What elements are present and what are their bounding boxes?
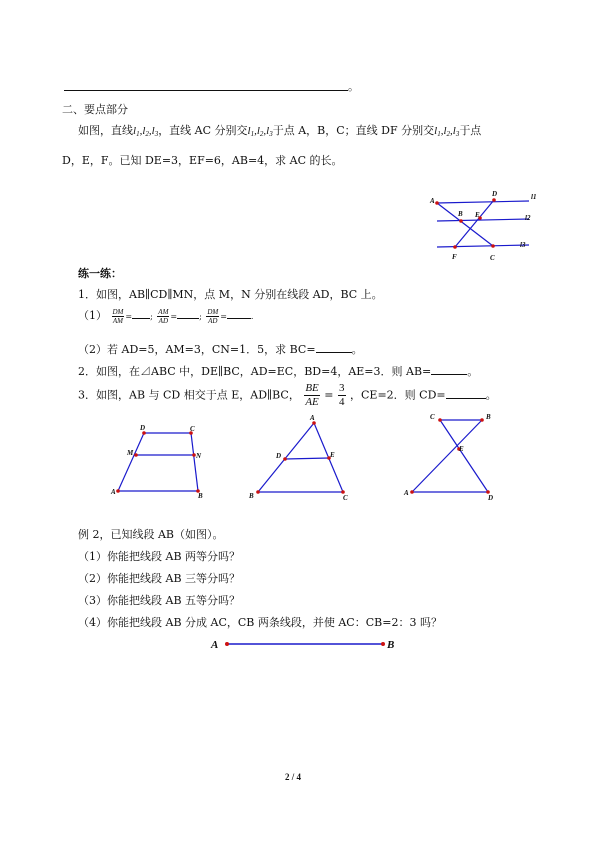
q2-end: 。 — [467, 365, 479, 378]
q1-sub2-text: （2）若 AD=5，AM=3，CN=1．5，求 BC= — [78, 343, 316, 356]
blank-ab — [431, 364, 467, 375]
blank-3 — [227, 308, 251, 319]
segment-label-A: A — [211, 639, 219, 651]
trap-label-B: B — [198, 492, 203, 500]
page-number: 2 / 4 — [285, 772, 302, 782]
q3-text-b: ，CE=2．则 CD= — [350, 388, 446, 402]
example2-item-3: （3）你能把线段 AB 五等分吗？ — [78, 594, 241, 607]
hour-label-C: C — [430, 413, 435, 421]
trap-label-N: N — [196, 452, 202, 460]
section-title: 二、要点部分 — [62, 103, 128, 116]
q3-end: 。 — [485, 388, 497, 402]
fig1-label-l2: l2 — [525, 214, 531, 222]
problem-text-part4: 于点 — [459, 124, 482, 137]
example2-item-4: （4）你能把线段 AB 分成 AC，CB 两条线段，并使 AC：CB=2：3 吗？ — [78, 616, 442, 629]
blank-bc — [316, 342, 352, 353]
problem-text-line1 — [78, 124, 481, 141]
q3-eq: = — [324, 388, 334, 402]
tri-label-D: D — [276, 452, 282, 460]
q3 — [78, 382, 497, 409]
figure-hourglass — [402, 408, 512, 503]
segment-label-B: B — [387, 639, 395, 651]
top-line-end: 。 — [348, 80, 359, 93]
q2-text: 2．如图，在⊿ABC 中，DE∥BC，AD=EC，BD=4，AE=3．则 AB= — [78, 365, 432, 378]
hour-label-B: B — [486, 413, 491, 421]
trap-label-A: A — [111, 488, 116, 496]
practice-title: 练一练： — [78, 267, 122, 280]
hour-label-D: D — [488, 494, 494, 502]
q3-text-a: 3．如图，AB 与 CD 相交于点 E，AD∥BC， — [78, 388, 300, 402]
q1-sub2 — [78, 342, 363, 357]
fig1-label-E: E — [475, 211, 480, 219]
tri-label-A: A — [310, 414, 315, 422]
problem-text-line2: D，E，F。已知 DE=3，EF=6，AB=4，求 AC 的长。 — [62, 154, 343, 167]
example2-title: 例 2，已知线段 AB（如图）。 — [78, 528, 224, 541]
tri-label-B: B — [249, 492, 254, 500]
fig1-label-C: C — [490, 254, 495, 262]
fig1-label-D: D — [492, 190, 498, 198]
figure-parallel-lines — [425, 187, 555, 267]
blank-cd — [446, 388, 486, 399]
blank-2 — [177, 308, 199, 319]
trap-label-C: C — [190, 425, 195, 433]
q1-text: 1．如图，AB∥CD∥MN，点 M，N 分别在线段 AD，BC 上。 — [78, 288, 383, 301]
fig1-label-l1: l1 — [531, 193, 537, 201]
lines-label-2: $l_1,l_2,l_3$ — [247, 125, 273, 138]
tri-label-E: E — [330, 451, 335, 459]
problem-text-part1: 如图，直线 — [78, 124, 133, 137]
figure-trapezoid — [108, 420, 218, 510]
fig1-label-F: F — [452, 253, 457, 261]
q1-sub2-end: 。 — [351, 343, 363, 356]
q1-sub1-prefix: （1） — [78, 309, 107, 322]
figure-triangle — [246, 410, 356, 505]
fraction-be-ae: $\frac{BE}{AE}$ — [305, 382, 319, 408]
fig1-label-A: A — [430, 197, 435, 205]
blank-1 — [132, 308, 150, 319]
top-answer-blank — [64, 82, 348, 91]
lines-label-1: $l_1,l_2,l_3$ — [133, 125, 159, 138]
q1-sub1-end: . — [250, 312, 254, 321]
fraction-3-4: $\frac{3}{4}$ — [339, 382, 345, 408]
hour-label-A: A — [404, 489, 409, 497]
q2 — [78, 364, 478, 379]
fig1-label-l3: l3 — [520, 241, 526, 249]
lines-label-3: $l_1,l_2,l_3$ — [434, 125, 460, 138]
fraction-am-ad: $\frac{AM}{AD}$ — [158, 307, 169, 325]
fraction-dm-ad: $\frac{DM}{AD}$ — [207, 307, 219, 325]
trap-label-D: D — [140, 424, 146, 432]
problem-text-part2: ，直线 AC 分别交 — [158, 124, 248, 137]
q1-sub1: （1） $\frac{DM}{AM}$ = ; $\frac{AM}{AD}$ = ; $\frac{DM}{AD}$ = . — [78, 307, 254, 325]
fig1-label-B: B — [458, 210, 463, 218]
tri-label-C: C — [343, 494, 348, 502]
hour-label-E: E — [459, 445, 464, 453]
example2-item-2: （2）你能把线段 AB 三等分吗？ — [78, 572, 241, 585]
figure-segment-ab — [205, 634, 405, 658]
problem-text-part3: 于点 A，B，C；直线 DF 分别交 — [272, 124, 435, 137]
trap-label-M: M — [127, 449, 134, 457]
fraction-dm-am: $\frac{DM}{AM}$ — [112, 307, 124, 325]
example2-item-1: （1）你能把线段 AB 两等分吗？ — [78, 550, 241, 563]
